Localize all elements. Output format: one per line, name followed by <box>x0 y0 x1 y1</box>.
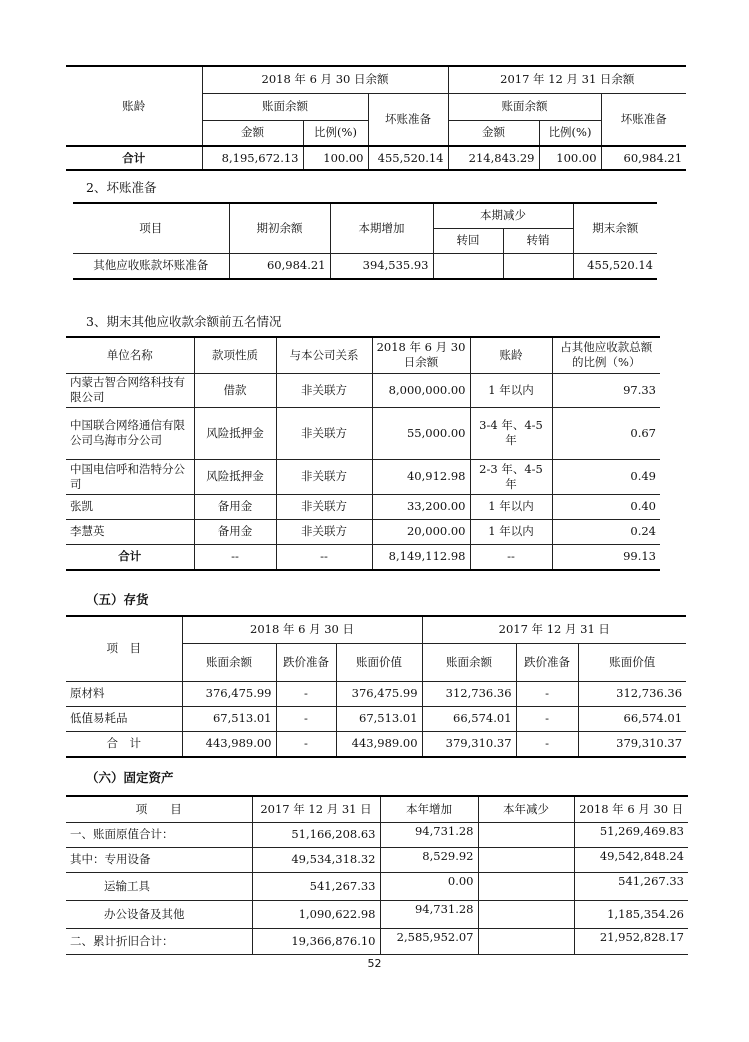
table-cell: 非关联方 <box>276 519 372 544</box>
table-cell: 376,475.99 <box>182 681 276 706</box>
aging-table <box>66 65 686 171</box>
table-cell: 49,542,848.24 <box>574 847 688 872</box>
header-book-balance-2018: 账面余额 <box>202 93 368 120</box>
table-row <box>66 494 660 519</box>
header-2018: 2018 年 6 月 30 日余额 <box>202 66 448 93</box>
header-book-balance: 账面余额 <box>182 643 276 681</box>
table-cell: 1 年以内 <box>470 519 552 544</box>
table-cell <box>478 928 574 954</box>
table-cell: 0.67 <box>552 407 660 459</box>
table-cell: 1 年以内 <box>470 494 552 519</box>
table-cell: 541,267.33 <box>574 872 688 900</box>
table-cell: 3-4 年、4-5 年 <box>470 407 552 459</box>
header-writeoff: 转销 <box>503 228 573 253</box>
total-cell: 100.00 <box>539 146 601 170</box>
table-cell: 2,585,952.07 <box>380 928 478 954</box>
unit-name: 李慧英 <box>66 519 194 544</box>
header-2017: 2017 年 12 月 31 日余额 <box>448 66 686 93</box>
header-book-balance-2017: 账面余额 <box>448 93 601 120</box>
header-unit: 单位名称 <box>66 337 194 373</box>
table-cell: 66,574.01 <box>422 706 516 731</box>
table-cell: 备用金 <box>194 494 276 519</box>
table-row <box>66 900 688 928</box>
table-row <box>66 519 660 544</box>
section-title-fixed-assets: （六）固定资产 <box>86 770 174 785</box>
table-cell <box>478 847 574 872</box>
header-impairment: 跌价准备 <box>276 643 336 681</box>
table-cell: 55,000.00 <box>372 407 470 459</box>
table-cell <box>433 253 503 279</box>
unit-name: 内蒙古智合网络科技有限公司 <box>66 373 194 407</box>
header-2017: 2017 年 12 月 31 日 <box>422 616 686 643</box>
table-cell: 非关联方 <box>276 459 372 494</box>
header-increase: 本年增加 <box>380 796 478 822</box>
header-2017: 2017 年 12 月 31 日 <box>252 796 380 822</box>
table-cell: 40,912.98 <box>372 459 470 494</box>
row-label: 办公设备及其他 <box>66 900 252 928</box>
table-cell <box>478 822 574 847</box>
header-closing: 期末余额 <box>573 203 657 253</box>
section-title-bad-debt: 2、坏账准备 <box>86 180 157 195</box>
header-ratio-2017: 比例(%) <box>539 120 601 146</box>
header-decrease: 本年减少 <box>478 796 574 822</box>
bad-debt-table <box>73 202 657 280</box>
table-cell: 1,090,622.98 <box>252 900 380 928</box>
total-cell: 455,520.14 <box>368 146 448 170</box>
header-book-value: 账面价值 <box>578 643 686 681</box>
table-cell: 67,513.01 <box>336 706 422 731</box>
header-book-value: 账面价值 <box>336 643 422 681</box>
header-2018: 2018 年 6 月 30 日 <box>574 796 688 822</box>
row-label: 其中：专用设备 <box>66 847 252 872</box>
header-book-balance: 账面余额 <box>422 643 516 681</box>
page-number: 52 <box>367 957 382 970</box>
table-row <box>66 928 688 954</box>
header-amount-2018: 金额 <box>202 120 303 146</box>
header-amount-2017: 金额 <box>448 120 539 146</box>
table-cell: 443,989.00 <box>182 731 276 757</box>
table-row <box>66 706 686 731</box>
table-row <box>66 681 686 706</box>
table-cell: 67,513.01 <box>182 706 276 731</box>
header-bad-debt-2018: 坏账准备 <box>368 93 448 146</box>
header-increase: 本期增加 <box>330 203 433 253</box>
table-cell <box>503 253 573 279</box>
total-cell: 100.00 <box>303 146 368 170</box>
top-five-table <box>66 336 660 571</box>
header-balance: 2018 年 6 月 30 日余额 <box>372 337 470 373</box>
table-cell: 312,736.36 <box>578 681 686 706</box>
header-reversal: 转回 <box>433 228 503 253</box>
table-row <box>66 847 688 872</box>
table-row <box>66 146 686 170</box>
table-cell: 379,310.37 <box>578 731 686 757</box>
table-cell: 21,952,828.17 <box>574 928 688 954</box>
header-bad-debt-2017: 坏账准备 <box>601 93 686 146</box>
table-cell: - <box>516 706 578 731</box>
table-cell: 2-3 年、4-5 年 <box>470 459 552 494</box>
header-nature: 款项性质 <box>194 337 276 373</box>
total-cell: 8,195,672.13 <box>202 146 303 170</box>
table-cell: -- <box>276 544 372 570</box>
table-cell: 94,731.28 <box>380 900 478 928</box>
unit-name: 中国电信呼和浩特分公司 <box>66 459 194 494</box>
table-cell: - <box>516 681 578 706</box>
section-title-top-five: 3、期末其他应收款余额前五名情况 <box>86 314 282 329</box>
table-cell: 312,736.36 <box>422 681 516 706</box>
fixed-assets-table <box>66 795 688 955</box>
table-cell: 51,166,208.63 <box>252 822 380 847</box>
header-aging: 账龄 <box>470 337 552 373</box>
table-cell: 备用金 <box>194 519 276 544</box>
table-cell: 非关联方 <box>276 373 372 407</box>
table-cell: 97.33 <box>552 373 660 407</box>
table-cell: 风险抵押金 <box>194 459 276 494</box>
table-cell: 20,000.00 <box>372 519 470 544</box>
table-cell: 借款 <box>194 373 276 407</box>
table-cell: -- <box>194 544 276 570</box>
table-cell: 8,149,112.98 <box>372 544 470 570</box>
table-cell: 0.24 <box>552 519 660 544</box>
table-cell: - <box>276 731 336 757</box>
table-cell: 94,731.28 <box>380 822 478 847</box>
section-title-inventory: （五）存货 <box>86 592 149 607</box>
table-row <box>73 253 657 279</box>
table-cell: 455,520.14 <box>573 253 657 279</box>
table-cell: 394,535.93 <box>330 253 433 279</box>
table-cell: 376,475.99 <box>336 681 422 706</box>
table-cell: 8,000,000.00 <box>372 373 470 407</box>
table-cell: 0.00 <box>380 872 478 900</box>
table-cell <box>478 900 574 928</box>
table-cell: 1,185,354.26 <box>574 900 688 928</box>
table-cell: 66,574.01 <box>578 706 686 731</box>
table-cell: 1 年以内 <box>470 373 552 407</box>
table-cell: 51,269,469.83 <box>574 822 688 847</box>
unit-name: 张凯 <box>66 494 194 519</box>
header-ratio-2018: 比例(%) <box>303 120 368 146</box>
total-cell: 60,984.21 <box>601 146 686 170</box>
total-cell: 214,843.29 <box>448 146 539 170</box>
table-cell: 541,267.33 <box>252 872 380 900</box>
table-cell: 60,984.21 <box>229 253 330 279</box>
header-impairment: 跌价准备 <box>516 643 578 681</box>
table-cell: 19,366,876.10 <box>252 928 380 954</box>
table-cell: - <box>516 731 578 757</box>
table-row <box>66 544 660 570</box>
row-label: 原材料 <box>66 681 182 706</box>
header-item: 项目 <box>73 203 229 253</box>
unit-name: 中国联合网络通信有限公司乌海市分公司 <box>66 407 194 459</box>
row-label: 二、累计折旧合计： <box>66 928 252 954</box>
header-ratio: 占其他应收款总额的比例（%） <box>552 337 660 373</box>
table-cell: 379,310.37 <box>422 731 516 757</box>
header-opening: 期初余额 <box>229 203 330 253</box>
inventory-table <box>66 615 686 758</box>
row-label: 低值易耗品 <box>66 706 182 731</box>
table-cell: 49,534,318.32 <box>252 847 380 872</box>
table-cell: 33,200.00 <box>372 494 470 519</box>
row-label: 其他应收账款坏账准备 <box>73 253 229 279</box>
header-item: 项 目 <box>66 796 252 822</box>
table-cell: -- <box>470 544 552 570</box>
total-label: 合计 <box>66 544 194 570</box>
table-row <box>66 459 660 494</box>
table-row <box>66 872 688 900</box>
header-decrease: 本期减少 <box>433 203 573 228</box>
header-2018: 2018 年 6 月 30 日 <box>182 616 422 643</box>
table-cell: - <box>276 706 336 731</box>
table-cell: - <box>276 681 336 706</box>
table-cell: 0.49 <box>552 459 660 494</box>
header-aging: 账龄 <box>66 66 202 146</box>
table-cell <box>478 872 574 900</box>
table-cell: 8,529.92 <box>380 847 478 872</box>
row-label: 运输工具 <box>66 872 252 900</box>
table-cell: 非关联方 <box>276 407 372 459</box>
total-label: 合计 <box>66 146 202 170</box>
header-item: 项 目 <box>66 616 182 681</box>
table-cell: 443,989.00 <box>336 731 422 757</box>
table-row <box>66 373 660 407</box>
table-row <box>66 407 660 459</box>
table-row <box>66 822 688 847</box>
total-label: 合 计 <box>66 731 182 757</box>
table-cell: 99.13 <box>552 544 660 570</box>
table-cell: 非关联方 <box>276 494 372 519</box>
row-label: 一、账面原值合计： <box>66 822 252 847</box>
table-cell: 0.40 <box>552 494 660 519</box>
table-cell: 风险抵押金 <box>194 407 276 459</box>
table-row <box>66 731 686 757</box>
header-relation: 与本公司关系 <box>276 337 372 373</box>
